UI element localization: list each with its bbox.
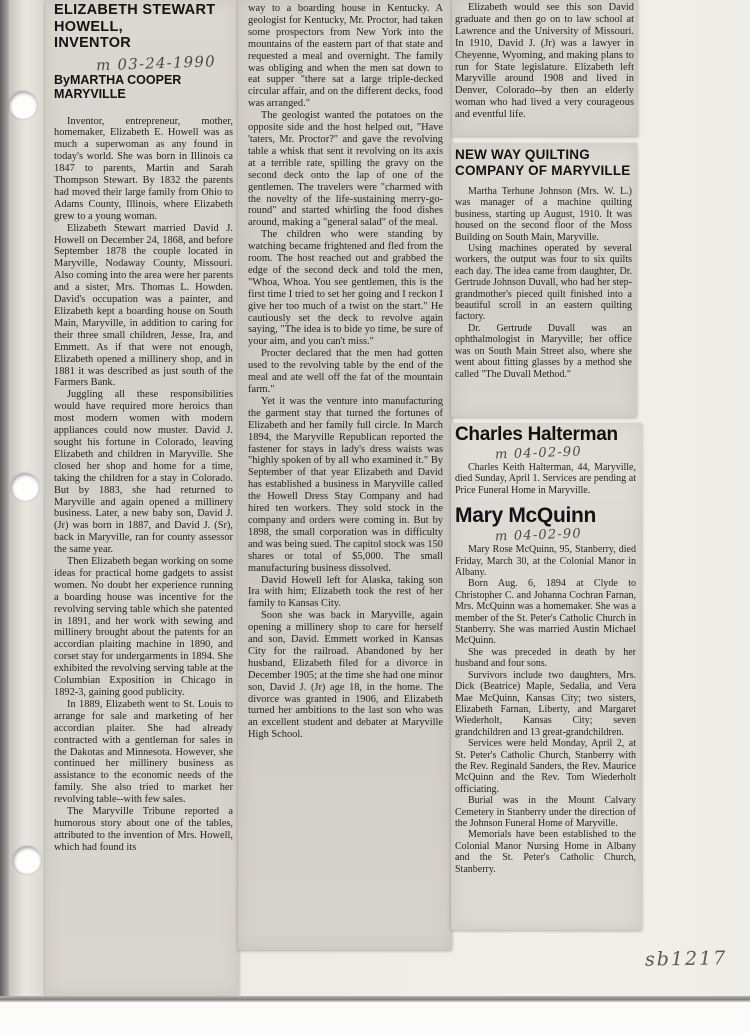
clipping-quilting <box>451 143 637 417</box>
article-howell-column-1-body <box>54 116 233 854</box>
paragraph: Memorials have been established to the Colonial Manor Nursing Home in Albany and the St. Peter's Catholic Church, Stanberry. <box>455 829 636 875</box>
paragraph: Dr. Gertrude Duvall was an ophthalmologist in Maryville; her office was on South Main Street also, where she went about fitting glasses by a method she called "The Duvall Method." <box>455 322 632 380</box>
punch-hole-bottom <box>13 846 41 874</box>
title-line: NEW WAY QUILTING <box>455 147 590 162</box>
obit-mcquinn-body <box>455 544 636 875</box>
punch-hole-top <box>9 91 37 119</box>
paragraph: Born Aug. 6, 1894 at Clyde to Christopher C. and Johanna Cochran Farnan, Mrs. McQuinn was a homemaker. She was a member of the St. Peter's Catholic Church in Stanberry. She was married Austin Michael McQuinn. <box>455 578 636 647</box>
obit-mcquinn-title: Mary McQuinn <box>455 504 597 528</box>
clipping-obituaries <box>451 423 642 930</box>
clipping-howell-column-2 <box>238 0 452 950</box>
title-line: COMPANY OF MARYVILLE <box>455 162 631 178</box>
byline-line: ByMARTHA COOPER <box>54 72 182 87</box>
clipping-howell-column-3 <box>452 0 638 136</box>
paragraph: In 1889, Elizabeth went to St. Louis to arrange for sale and marketing of her accordian plaiter. She had already contracted with a gentleman for sales in the Dakotas and Minnesota. However, she continued her millinery business as assistance to the economic needs of the family. She also tried to market her revolving table--with few sales. <box>54 698 233 806</box>
handwritten-date-mcquinn: m 04-02-90 <box>494 526 583 545</box>
obit-halterman-title: Charles Halterman <box>455 424 618 445</box>
paragraph: Elizabeth would see this son David graduate and then go on to law school at Lawrence and the University of Missouri. In 1910, David J. (Jr) was a lawyer in Cheyenne, Wyoming, and making plans to run for State legislature. Elizabeth left Maryville around 1908 and lived in Denver, Colorado--by then an elderly woman who had lived a very courageous and eventful life. <box>455 2 634 121</box>
scanner-edge-shadow <box>0 0 9 1000</box>
paragraph: The Maryville Tribune reported a humorous story about one of the tables, attributed to the invention of Mrs. Howell, which had found its <box>54 806 233 853</box>
article-howell-column-3-body <box>455 2 634 121</box>
article-quilting-title <box>455 147 632 178</box>
paragraph: Soon she was back in Maryville, again opening a millinery shop to care for herself and son, David. Emmett worked in Kansas City for the railroad. Abandoned by her husband, Elizabeth filed for a divorce in December 1905; at the time she had one minor son, David J. (Jr) age 18, in the home. The divorce was granted in 1906, and Elizabeth turned her ambitions to the last son who was an excellent student and debater at Maryville High School. <box>248 610 443 741</box>
paragraph: Mary Rose McQuinn, 95, Stanberry, died Friday, March 30, at the Colonial Manor in Albany. <box>455 544 636 579</box>
handwritten-archive-code: sb1217 <box>644 947 728 971</box>
handwritten-date-halterman: m 04-02-90 <box>494 444 583 463</box>
paragraph: Services were held Monday, April 2, at St. Peter's Catholic Church, Stanberry with the Rev. Reginald Sanders, the Rev. Maurice McQuinn and the Rev. Tom Wiederholt officiating. <box>455 738 636 795</box>
paragraph: Using machines operated by several workers, the output was four to six quilts each day. The idea came from daughter, Dr. Gertrude Johnson Duvall, who had her step-grandmother's pieced quilt finished into a beautiful scroll in an eastern quilting factory. <box>455 243 632 323</box>
paragraph: Survivors include two daughters, Mrs. Dick (Beatrice) Maple, Sedalia, and Vera Mae McQuinn, Kansas City; two sisters, Elizabeth Farnan, Liberty, and Margaret Wiederholt, Kansas City; seven grandchildren and 13 great-grandchildren. <box>455 669 636 738</box>
paragraph: David Howell left for Alaska, taking son Ira with him; Elizabeth took the rest of her family to Kansas City. <box>248 574 443 610</box>
article-howell-column-2-body <box>248 3 443 741</box>
paragraph: Yet it was the venture into manufacturing the garment stay that turned the fortunes of Elizabeth and her family full circle. In March 1894, the Maryville Republican reported the fastener for stays in lady's dress waists was "highly spoken of by all who examined it." By September of that year Elizabeth and David has established a business in Maryville called the Howell Dress Stay Company and had hired ten workers. They sold stock in the company and orders were coming in. But by 1898, the small corporation was in difficulty and was being sued. The capitol stock was 150 shares or total of $5,000. The small manufacturing business dissolved. <box>248 395 443 574</box>
paragraph: The children who were standing by watching became frightened and fled from the room. The host reached out and grabbed the edge of the second deck and told the men, "Whoa, Whoa. You see gentlemen, this is the first time I tried to set her going and I reckon I give her too much of a twist on the start." He cautiously set the deck to revolve again saying, "The idea is to bide yo time, be sure of your aim, and you can't miss." <box>248 229 443 348</box>
title-line: INVENTOR <box>54 35 132 51</box>
handwritten-date-howell: m 03-24-1990 <box>95 51 217 74</box>
page-bottom-edge-shadow <box>0 996 750 1002</box>
paragraph: Burial was in the Mount Calvary Cemetery in Stanberry under the direction of the Johnson Funeral Home of Maryville. <box>455 795 636 829</box>
byline-line: MARYVILLE <box>54 87 126 101</box>
punch-hole-middle <box>11 473 39 501</box>
article-howell-byline <box>54 73 233 102</box>
paragraph: Procter declared that the men had gotten used to the revolving table by the end of the meal and ate well off the fat of the mountain farm." <box>248 348 443 395</box>
paragraph: way to a boarding house in Kentucky. A geologist for Kentucky, Mr. Proctor, had taken some prospectors from New York into the mountains of the eastern part of that state and requested a meal and overnight. The family was obliging and when the men sat down to eat supper "there sat a large triple-decked circular affair, and on the different decks, food was arranged." <box>248 3 443 110</box>
obit-halterman-body <box>455 462 636 496</box>
paragraph: Charles Keith Halterman, 44, Maryville, died Sunday, April 1. Services are pending at Price Funeral Home in Maryville. <box>455 462 636 496</box>
paragraph: Then Elizabeth began working on some ideas for practical home gadgets to assist women. No doubt her experience running a boarding house was incentive for the revolving serving table which she patented in 1891, and her work with sewing and millinery brought about the patents for an accordian plaiting machine in 1890, and corset stay for undergarments in 1894. She exhibited the revolving serving table at the Columbian Exposition in Chicago in 1892-3, gaining good publicity. <box>54 556 233 698</box>
paragraph: Inventor, entrepreneur, mother, homemaker, Elizabeth E. Howell was as much a superwoman as any found in today's world. She was born in Illinois ca 1847 to parents, Martin and Sarah Thompson Stewart. By 1832 the parents had moved their large family from Ohio to Adams County, Illinois, where Elizabeth grew to a young woman. <box>54 115 233 222</box>
paragraph: The geologist wanted the potatoes on the opposite side and the host helped out, "Have 'taters, Mr. Proctor?" and gave the revolving table a whisk that sent it revolving on its axis at a terrible rate, spilling the gravy on the second deck onto the lap of one of the gentlemen. The travelers were "charmed with the novelty of the life-sustaining merry-go-round" and started whirling the food dishes around, making a "general salad" of the meal. <box>248 110 443 229</box>
paragraph: Elizabeth Stewart married David J. Howell on December 24, 1868, and before September 1878 the couple located in Maryville, Nodaway County, Missouri. Also coming into the area were her parents and a sister, Mrs. Thomas L. Howden. David's occupation was a painter, and Elizabeth kept a boarding house on South Main, Maryville, in addition to caring for their three small children, Jesse, Ira, and Emmett. As if that were not enough, Elizabeth opened a millinery shop, and in 1881 it was described as just south of the Farmers Bank. <box>54 222 233 389</box>
paragraph: Juggling all these responsibilities would have required more heroics than most modern women with modern appliances could now muster. David J. sought his fortune in Colorado, leaving Elizabeth and children in Maryville. She closed her shop and home for a time, taking the children for a stay in Colorado. But by 1883, she had returned to Maryville and again opened a millinery business. Later, a new baby son, David J. (Jr) was born in 1887, and David J. (Sr), back in Maryville, ran for county assessor the same year. <box>54 389 233 556</box>
paragraph: Martha Terhune Johnson (Mrs. W. L.) was manager of a machine quilting business, starting up August, 1910. It was housed on the second floor of the Moss Building on South Main, Maryville. <box>455 186 632 243</box>
article-howell-title <box>54 2 233 52</box>
title-line: HOWELL, <box>54 18 123 35</box>
paragraph: She was preceded in death by her husband and four sons. <box>455 646 636 670</box>
title-line: ELIZABETH STEWART <box>54 2 216 18</box>
article-quilting-body <box>455 186 632 380</box>
clipping-howell-column-1 <box>45 0 239 996</box>
